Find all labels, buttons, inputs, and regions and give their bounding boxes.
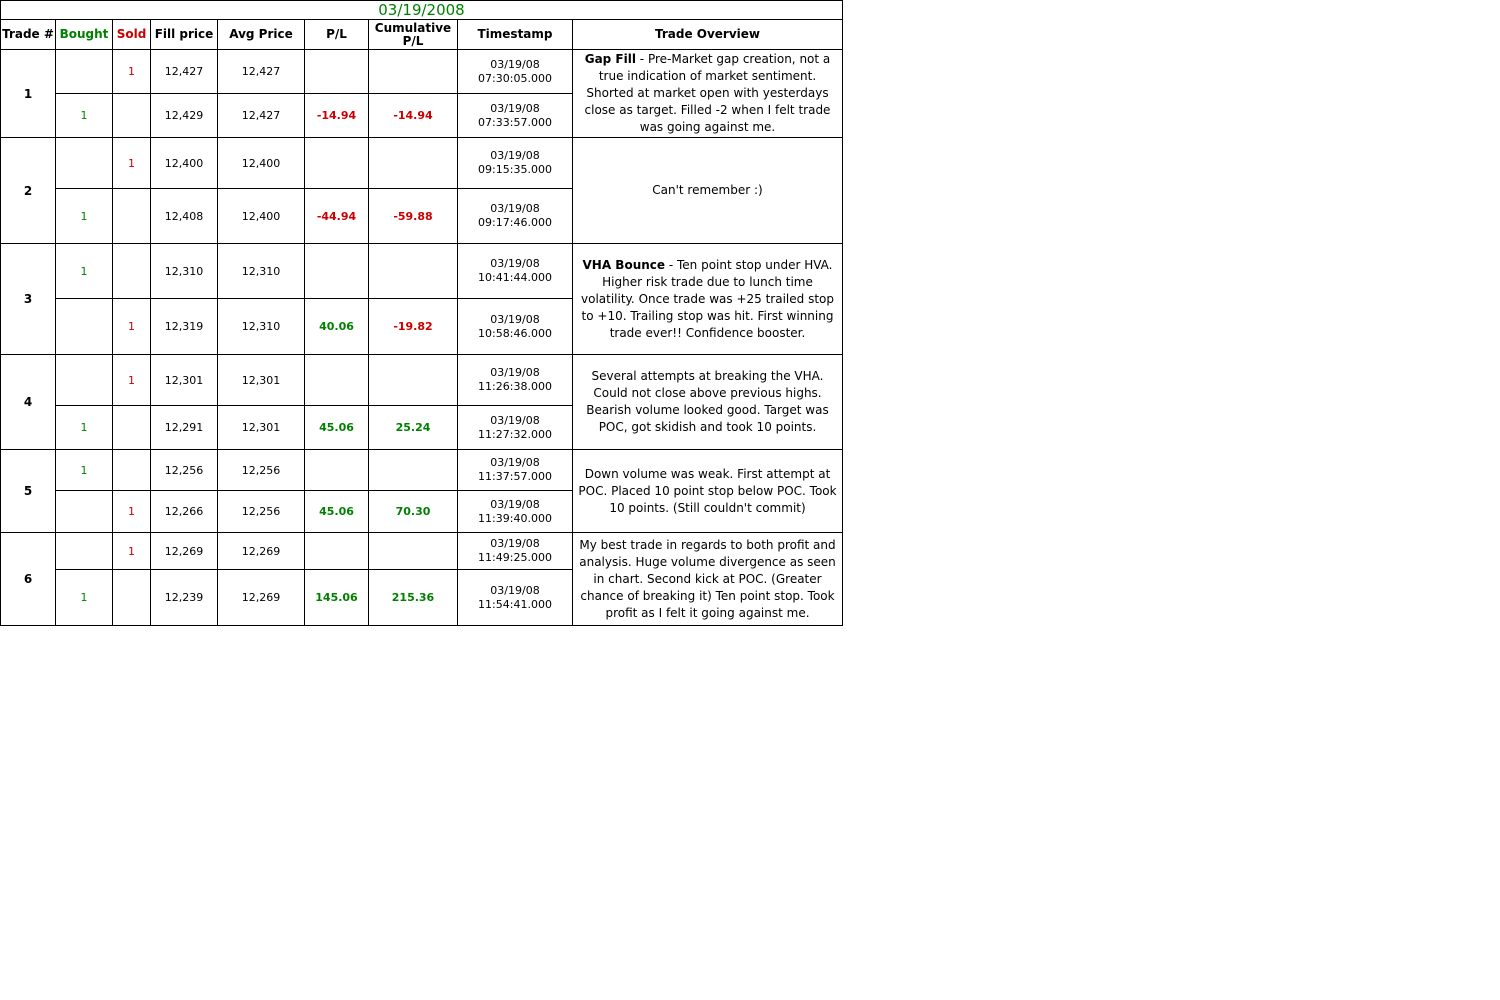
timestamp-time: 11:26:38.000 [478,380,552,393]
trade-overview-cell [573,450,843,533]
table-row [1,355,843,406]
timestamp-cell [458,189,573,244]
bought-cell: 1 [56,94,113,138]
overview-setup-name: Gap Fill [584,52,636,66]
cumulative-pl-cell: -59.88 [369,189,458,244]
cumulative-pl-cell: -14.94 [369,94,458,138]
timestamp-cell [458,533,573,570]
timestamp-date: 03/19/08 [490,57,540,71]
avg-price-cell: 12,310 [218,299,305,355]
trade-number-cell: 6 [1,533,56,626]
overview-setup-name: VHA Bounce [582,257,666,272]
header-cumulative-pl [369,20,458,50]
overview-text: My best trade in regards to both profit and analysis. Huge volume divergence as seen in chart. Second kick at POC. (Greater chance of breaking it) Ten point stop. Took profit as I felt it going against me. [579,537,836,620]
header-sold: Sold [113,20,151,50]
sold-cell: 1 [113,50,151,94]
avg-price-cell: 12,400 [218,138,305,189]
trade-overview-cell [573,244,843,355]
sold-cell [113,94,151,138]
header-cumulative-pl-line2: P/L [402,33,424,48]
table-row [1,50,843,94]
timestamp-time: 11:27:32.000 [478,427,552,441]
timestamp-cell [458,450,573,491]
timestamp-date: 03/19/08 [490,101,540,115]
fill-price-cell: 12,429 [151,94,218,138]
pl-cell: 145.06 [305,570,369,626]
avg-price-cell: 12,301 [218,355,305,406]
timestamp-date: 03/19/08 [490,257,540,270]
fill-price-cell: 12,408 [151,189,218,244]
timestamp-time: 07:30:05.000 [478,71,552,85]
cumulative-pl-cell: 25.24 [369,406,458,450]
fill-price-cell: 12,400 [151,138,218,189]
bought-cell [56,533,113,570]
header-trade-overview: Trade Overview [573,20,843,50]
sold-cell: 1 [113,138,151,189]
pl-cell: 45.06 [305,491,369,533]
overview-text: Can't remember :) [652,183,763,197]
timestamp-time: 11:39:40.000 [478,511,552,525]
header-cumulative-pl-line1: Cumulative [374,20,452,35]
fill-price-cell: 12,319 [151,299,218,355]
header-trade-num: Trade # [1,20,56,50]
pl-cell [305,244,369,299]
bought-cell: 1 [56,406,113,450]
avg-price-cell: 12,427 [218,94,305,138]
pl-cell [305,355,369,406]
pl-cell: -44.94 [305,189,369,244]
bought-cell [56,491,113,533]
fill-price-cell: 12,269 [151,533,218,570]
header-avg-price: Avg Price [218,20,305,50]
table-row [1,244,843,299]
sold-cell [113,570,151,626]
title-row [1,1,843,20]
trade-overview-cell [573,355,843,450]
cumulative-pl-cell: -19.82 [369,299,458,355]
fill-price-cell: 12,266 [151,491,218,533]
fill-price-cell: 12,256 [151,450,218,491]
avg-price-cell: 12,269 [218,570,305,626]
cumulative-pl-cell: 70.30 [369,491,458,533]
timestamp-time: 09:15:35.000 [478,163,552,176]
pl-cell: -14.94 [305,94,369,138]
fill-price-cell: 12,427 [151,50,218,94]
pl-cell: 40.06 [305,299,369,355]
timestamp-time: 10:41:44.000 [478,271,552,284]
timestamp-date: 03/19/08 [490,497,540,511]
overview-text: - Pre-Market gap creation, not a true indication of market sentiment. Shorted at market open with yesterdays close as target. Filled -2 when I felt trade was going against me. [584,52,831,134]
avg-price-cell: 12,256 [218,491,305,533]
sold-cell: 1 [113,491,151,533]
bought-cell [56,299,113,355]
bought-cell: 1 [56,570,113,626]
sold-cell [113,244,151,299]
timestamp-date: 03/19/08 [490,202,540,215]
header-row [1,20,843,50]
timestamp-cell [458,138,573,189]
avg-price-cell: 12,310 [218,244,305,299]
sold-cell [113,450,151,491]
timestamp-cell [458,355,573,406]
table-row [1,450,843,491]
sold-cell [113,406,151,450]
bought-cell: 1 [56,189,113,244]
header-bought: Bought [56,20,113,50]
trade-log-table [0,0,843,626]
avg-price-cell: 12,301 [218,406,305,450]
bought-cell [56,355,113,406]
trade-number-cell: 1 [1,50,56,138]
trade-number-cell: 4 [1,355,56,450]
overview-text: Down volume was weak. First attempt at POC. Placed 10 point stop below POC. Took 10 points. (Still couldn't commit) [578,466,837,515]
timestamp-time: 11:54:41.000 [478,597,552,611]
timestamp-date: 03/19/08 [490,537,540,550]
cumulative-pl-cell [369,450,458,491]
sold-cell [113,189,151,244]
sheet-title: 03/19/2008 [1,1,843,20]
timestamp-date: 03/19/08 [490,366,540,379]
timestamp-cell [458,406,573,450]
table-row [1,533,843,570]
fill-price-cell: 12,310 [151,244,218,299]
header-pl: P/L [305,20,369,50]
timestamp-date: 03/19/08 [490,312,540,326]
bought-cell: 1 [56,450,113,491]
timestamp-time: 11:37:57.000 [478,470,552,483]
fill-price-cell: 12,239 [151,570,218,626]
pl-cell [305,50,369,94]
cumulative-pl-cell [369,50,458,94]
sold-cell: 1 [113,533,151,570]
avg-price-cell: 12,400 [218,189,305,244]
timestamp-cell [458,570,573,626]
timestamp-date: 03/19/08 [490,149,540,162]
cumulative-pl-cell: 215.36 [369,570,458,626]
avg-price-cell: 12,269 [218,533,305,570]
timestamp-date: 03/19/08 [490,456,540,469]
table-row [1,138,843,189]
trade-body [1,50,843,626]
timestamp-cell [458,94,573,138]
timestamp-date: 03/19/08 [490,413,540,427]
timestamp-time: 10:58:46.000 [478,326,552,340]
timestamp-time: 09:17:46.000 [478,216,552,229]
trade-overview-cell [573,50,843,138]
header-timestamp: Timestamp [458,20,573,50]
timestamp-cell [458,299,573,355]
timestamp-date: 03/19/08 [490,583,540,597]
fill-price-cell: 12,301 [151,355,218,406]
pl-cell: 45.06 [305,406,369,450]
sold-cell: 1 [113,299,151,355]
trade-number-cell: 5 [1,450,56,533]
cumulative-pl-cell [369,355,458,406]
timestamp-cell [458,244,573,299]
overview-text: - Ten point stop under HVA. Higher risk trade due to lunch time volatility. Once trade was +25 trailed stop to +10. Trailing stop was hit. First winning trade ever!! Confidence booster. [581,257,834,340]
cumulative-pl-cell [369,533,458,570]
bought-cell [56,138,113,189]
cumulative-pl-cell [369,244,458,299]
header-fill-price: Fill price [151,20,218,50]
overview-text: Several attempts at breaking the VHA. Could not close above previous highs. Bearish volume looked good. Target was POC, got skidish and took 10 points. [586,369,829,434]
avg-price-cell: 12,427 [218,50,305,94]
trade-overview-cell [573,533,843,626]
timestamp-time: 07:33:57.000 [478,115,552,129]
timestamp-time: 11:49:25.000 [478,551,552,564]
bought-cell: 1 [56,244,113,299]
fill-price-cell: 12,291 [151,406,218,450]
pl-cell [305,450,369,491]
sold-cell: 1 [113,355,151,406]
pl-cell [305,138,369,189]
trade-number-cell: 3 [1,244,56,355]
trade-overview-cell [573,138,843,244]
bought-cell [56,50,113,94]
avg-price-cell: 12,256 [218,450,305,491]
timestamp-cell [458,50,573,94]
cumulative-pl-cell [369,138,458,189]
trade-number-cell: 2 [1,138,56,244]
pl-cell [305,533,369,570]
timestamp-cell [458,491,573,533]
